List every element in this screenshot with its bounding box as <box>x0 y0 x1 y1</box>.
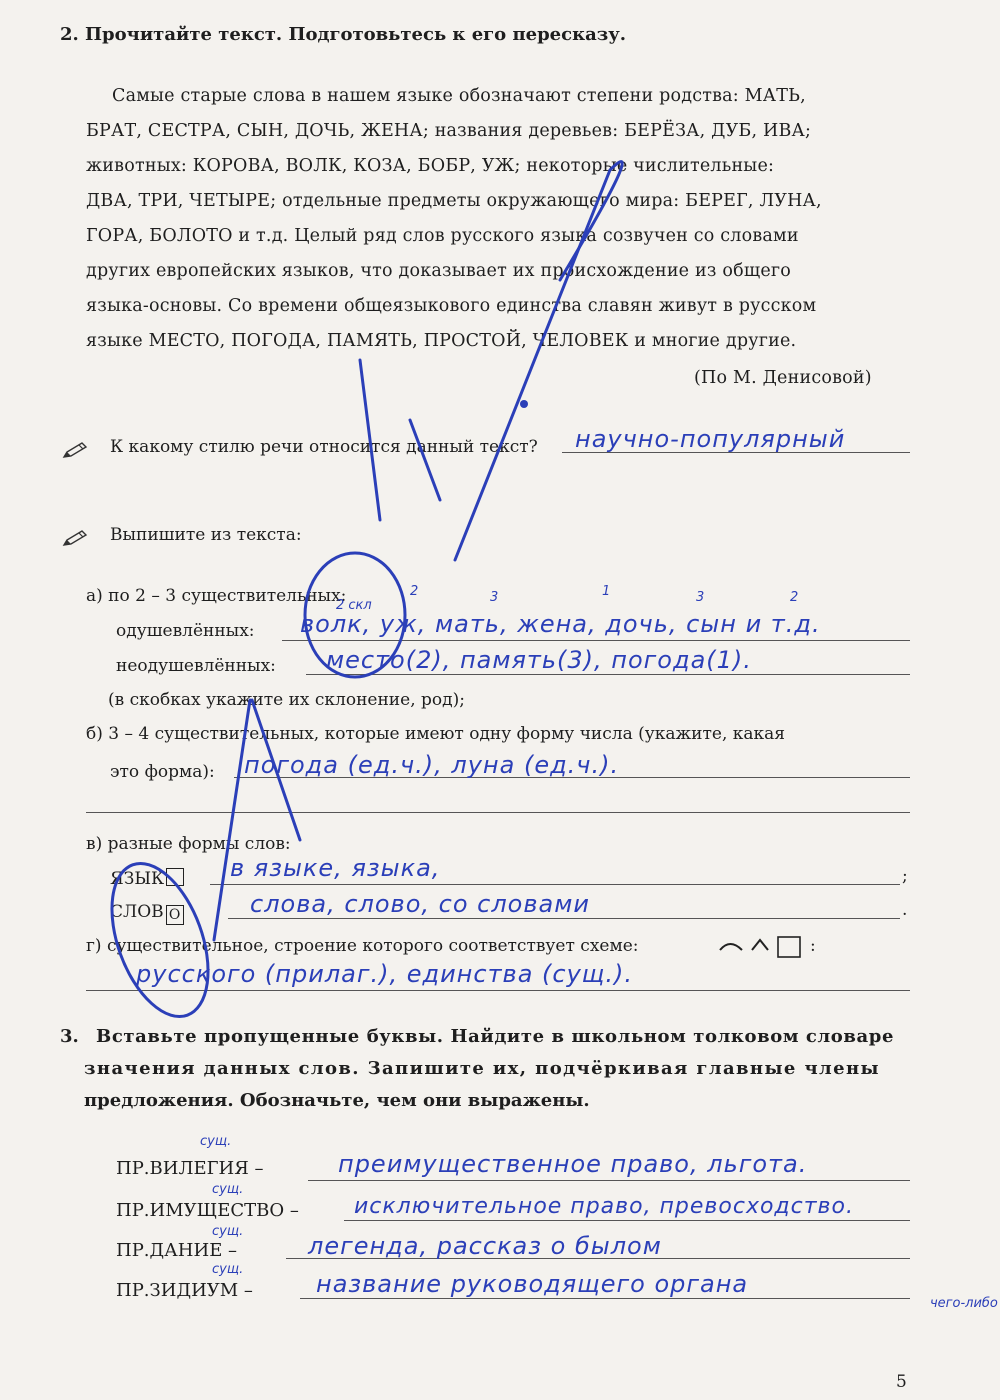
g-answer: русского (прилаг.), единства (сущ.). <box>136 960 634 988</box>
answer-line <box>344 1220 910 1221</box>
animate-mark: 1 <box>602 584 611 599</box>
task3-answer-2: исключительное право, превосходство. <box>354 1194 854 1219</box>
task3-mark-4: сущ. <box>212 1262 244 1277</box>
b-answer: погода (ед.ч.), луна (ед.ч.). <box>244 751 620 779</box>
ending-box: О <box>166 905 184 925</box>
word-1-text: ЯЗЫК <box>110 869 165 889</box>
animate-mark: 3 <box>490 590 499 605</box>
text-line-3: животных: КОРОВА, ВОЛК, КОЗА, БОБР, УЖ; некоторые числительные: <box>86 156 775 176</box>
text-line-1: Самые старые слова в нашем языке обозначают степени родства: МАТЬ, <box>112 86 806 106</box>
text-line-7: языка-основы. Со времени общеязыкового единства славян живут в русском <box>86 296 817 316</box>
text-line-5: ГОРА, БОЛОТО и т.д. Целый ряд слов русского языка созвучен со словами <box>86 226 799 246</box>
item-v-label: в) разные формы слов: <box>86 834 291 854</box>
answer-line <box>300 1298 910 1299</box>
punct: . <box>902 900 908 920</box>
task3-line-2: значения данных слов. Запишите их, подчёркивая главные члены <box>84 1058 880 1079</box>
item-b-label: б) 3 – 4 существительных, которые имеют одну форму числа (укажите, какая <box>86 724 786 744</box>
task3-number: 3. <box>60 1026 79 1047</box>
task3-tail: чего-либо <box>930 1296 998 1311</box>
answer-line <box>308 1180 910 1181</box>
punct: ; <box>902 866 908 886</box>
task3-mark-2: сущ. <box>212 1182 244 1197</box>
task3-answer-3: легенда, рассказ о былом <box>308 1232 662 1260</box>
text-line-6: других европейских языков, что доказывает их происхождение из общего <box>86 261 791 281</box>
task3-line-3: предложения. Обозначьте, чем они выражены. <box>84 1090 590 1111</box>
animate-answer: волк, уж, мать, жена, дочь, сын и т.д. <box>300 610 821 638</box>
text-line-4: ДВА, ТРИ, ЧЕТЫРЕ; отдельные предметы окружающего мира: БЕРЕГ, ЛУНА, <box>86 191 822 211</box>
text-line-2: БРАТ, СЕСТРА, СЫН, ДОЧЬ, ЖЕНА; названия деревьев: БЕРЁЗА, ДУБ, ИВА; <box>86 121 812 141</box>
question-style: К какому стилю речи относится данный текст? <box>110 437 538 457</box>
task2-title: 2. Прочитайте текст. Подготовьтесь к его пересказу. <box>60 24 627 45</box>
task3-word-1: ПР.ВИЛЕГИЯ – <box>116 1158 264 1179</box>
task3-word-2: ПР.ИМУЩЕСТВО – <box>116 1200 299 1221</box>
task3-line-1: Вставьте пропущенные буквы. Найдите в школьном толковом словаре <box>96 1026 894 1047</box>
animate-label: одушевлённых: <box>116 621 255 641</box>
task3-word-4: ПР.ЗИДИУМ – <box>116 1280 253 1301</box>
task3-answer-4: название руководящего органа <box>316 1270 749 1298</box>
inanimate-label: неодушевлённых: <box>116 656 276 676</box>
task3-mark-1: сущ. <box>200 1134 232 1149</box>
word-2-answer: слова, слово, со словами <box>250 890 590 918</box>
answer-style: научно-популярный <box>575 425 846 453</box>
word-2-text: СЛОВ <box>110 902 164 922</box>
grade-mark-text <box>0 0 1 1</box>
animate-mark: 3 <box>696 590 705 605</box>
task3-mark-3: сущ. <box>212 1224 244 1239</box>
animate-mark: 2 <box>790 590 799 605</box>
text-source: (По М. Денисовой) <box>694 368 872 388</box>
page-number: 5 <box>896 1372 907 1392</box>
punct: : <box>810 936 816 956</box>
animate-mark: 2 скл <box>336 598 372 613</box>
item-a-label: а) по 2 – 3 существительных: <box>86 586 347 606</box>
word-1-answer: в языке, языка, <box>230 854 441 882</box>
text-line-8: языке МЕСТО, ПОГОДА, ПАМЯТЬ, ПРОСТОЙ, ЧЕЛОВЕК и многие другие. <box>86 331 797 351</box>
animate-mark: 2 <box>410 584 419 599</box>
task3-word-3: ПР.ДАНИЕ – <box>116 1240 238 1261</box>
item-b-label-2: это форма): <box>110 762 215 782</box>
question-write: Выпишите из текста: <box>110 525 302 545</box>
note: (в скобках укажите их склонение, род); <box>108 690 465 710</box>
task3-answer-1: преимущественное право, льгота. <box>338 1150 808 1178</box>
item-g-label: г) существительное, строение которого соответствует схеме: <box>86 936 639 956</box>
inanimate-answer: место(2), память(3), погода(1). <box>326 646 752 674</box>
